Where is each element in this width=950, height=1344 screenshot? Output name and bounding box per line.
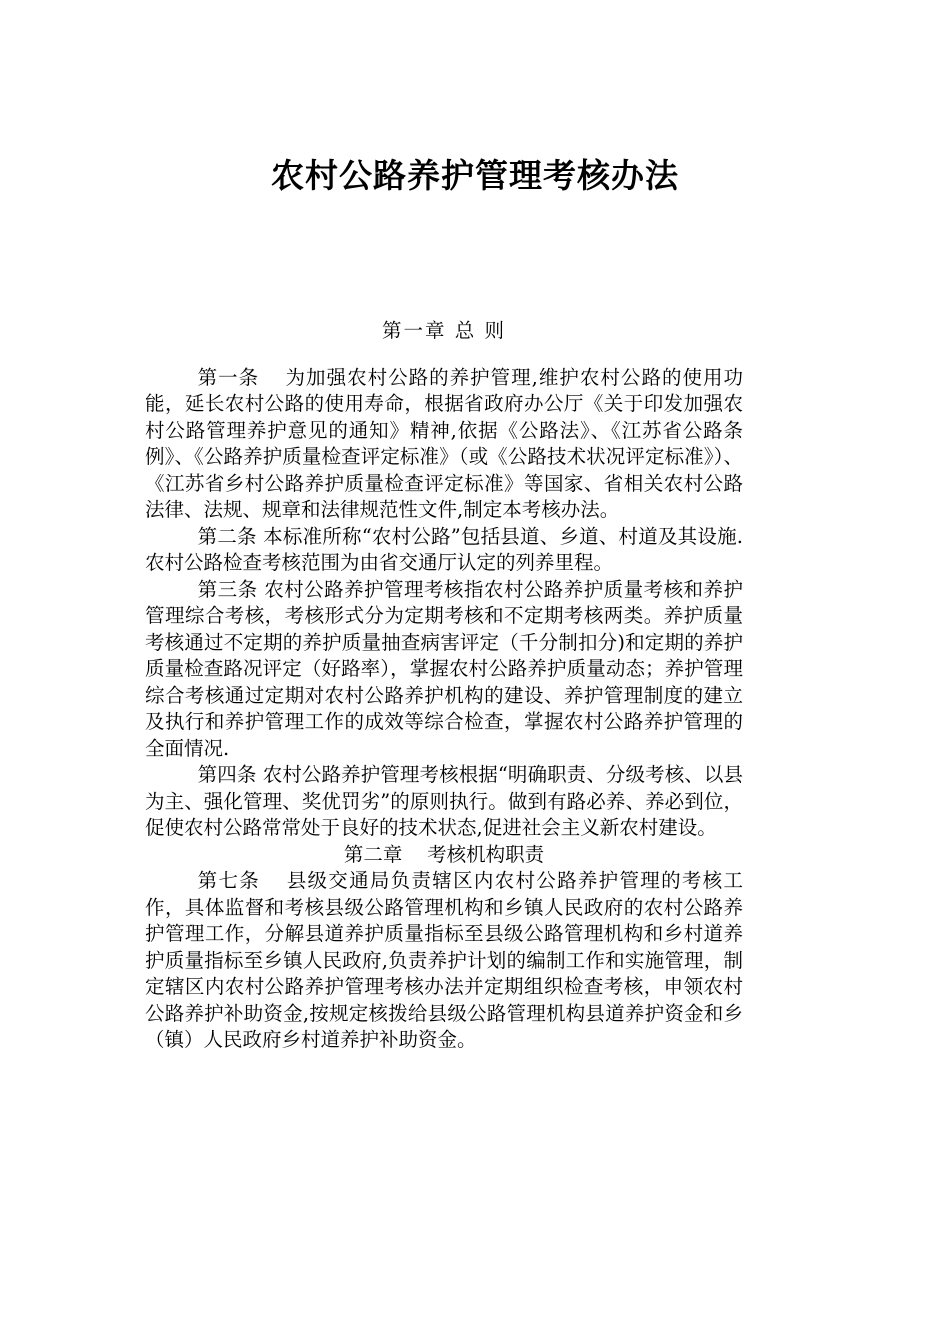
article-text: 县级交通局负责辖区内农村公路养护管理的考核工作，具体监督和考核县级公路管理机构和乡镇人民政府的农村公路养护管理工作，分解县道养护质量指标至县级公路管理机构和乡村道养护质量指标至乡镇人民政府,负责养护计划的编制工作和实施管理，制定辖区内农村公路养护管理考核办法并定期组织检查考核，申领农村公路养护补助资金,按规定核拨给县级公路管理机构县道养护资金和乡（镇）人民政府乡村道养护补助资金。 xyxy=(145,869,743,1051)
article-paragraph xyxy=(145,762,743,842)
article-text: 本标准所称“农村公路”包括县道、乡道、村道及其设施.农村公路检查考核范围为由省交通厅认定的列养里程。 xyxy=(145,524,743,574)
article-paragraph xyxy=(145,577,743,763)
article-label: 第二条 xyxy=(197,524,257,548)
article-label: 第三条 xyxy=(197,577,258,601)
article-paragraph xyxy=(145,365,743,524)
article-label: 第一条 xyxy=(197,365,260,389)
article-text: 农村公路养护管理考核指农村公路养护质量考核和养护管理综合考核，考核形式分为定期考核和不定期考核两类。养护质量考核通过不定期的养护质量抽查病害评定（千分制扣分)和定期的养护质量检查路况评定（好路率），掌握农村公路养护质量动态；养护管理综合考核通过定期对农村公路养护机构的建设、养护管理制度的建立及执行和养护管理工作的成效等综合检查，掌握农村公路养护管理的全面情况. xyxy=(145,577,743,760)
article-paragraph xyxy=(145,868,743,1054)
chapter-heading: 第二章 考核机构职责 xyxy=(343,842,545,866)
article-label: 第七条 xyxy=(197,869,261,892)
article-text: 为加强农村公路的养护管理,维护农村公路的使用功能，延长农村公路的使用寿命，根据省政府办公厅《关于印发加强农村公路管理养护意见的通知》精神,依据《公路法》、《江苏省公路条例》、《公路养护质量检查评定标准》（或《公路技术状况评定标准》）、《江苏省乡村公路养护质量检查评定标准》等国家、省相关农村公路法律、法规、规章和法律规范性文件,制定本考核办法。 xyxy=(145,365,743,521)
article-paragraph xyxy=(145,524,743,577)
article-label: 第四条 xyxy=(197,763,257,786)
document-title: 农村公路养护管理考核办法 xyxy=(271,156,679,195)
document-body xyxy=(145,318,743,1054)
chapter-heading: 第一章 总 则 xyxy=(382,319,506,342)
article-text: 农村公路养护管理考核根据“明确职责、分级考核、以县为主、强化管理、奖优罚劣”的原则执行。做到有路必养、养必到位，促使农村公路常常处于良好的技术状态,促进社会主义新农村建设。 xyxy=(145,763,743,839)
